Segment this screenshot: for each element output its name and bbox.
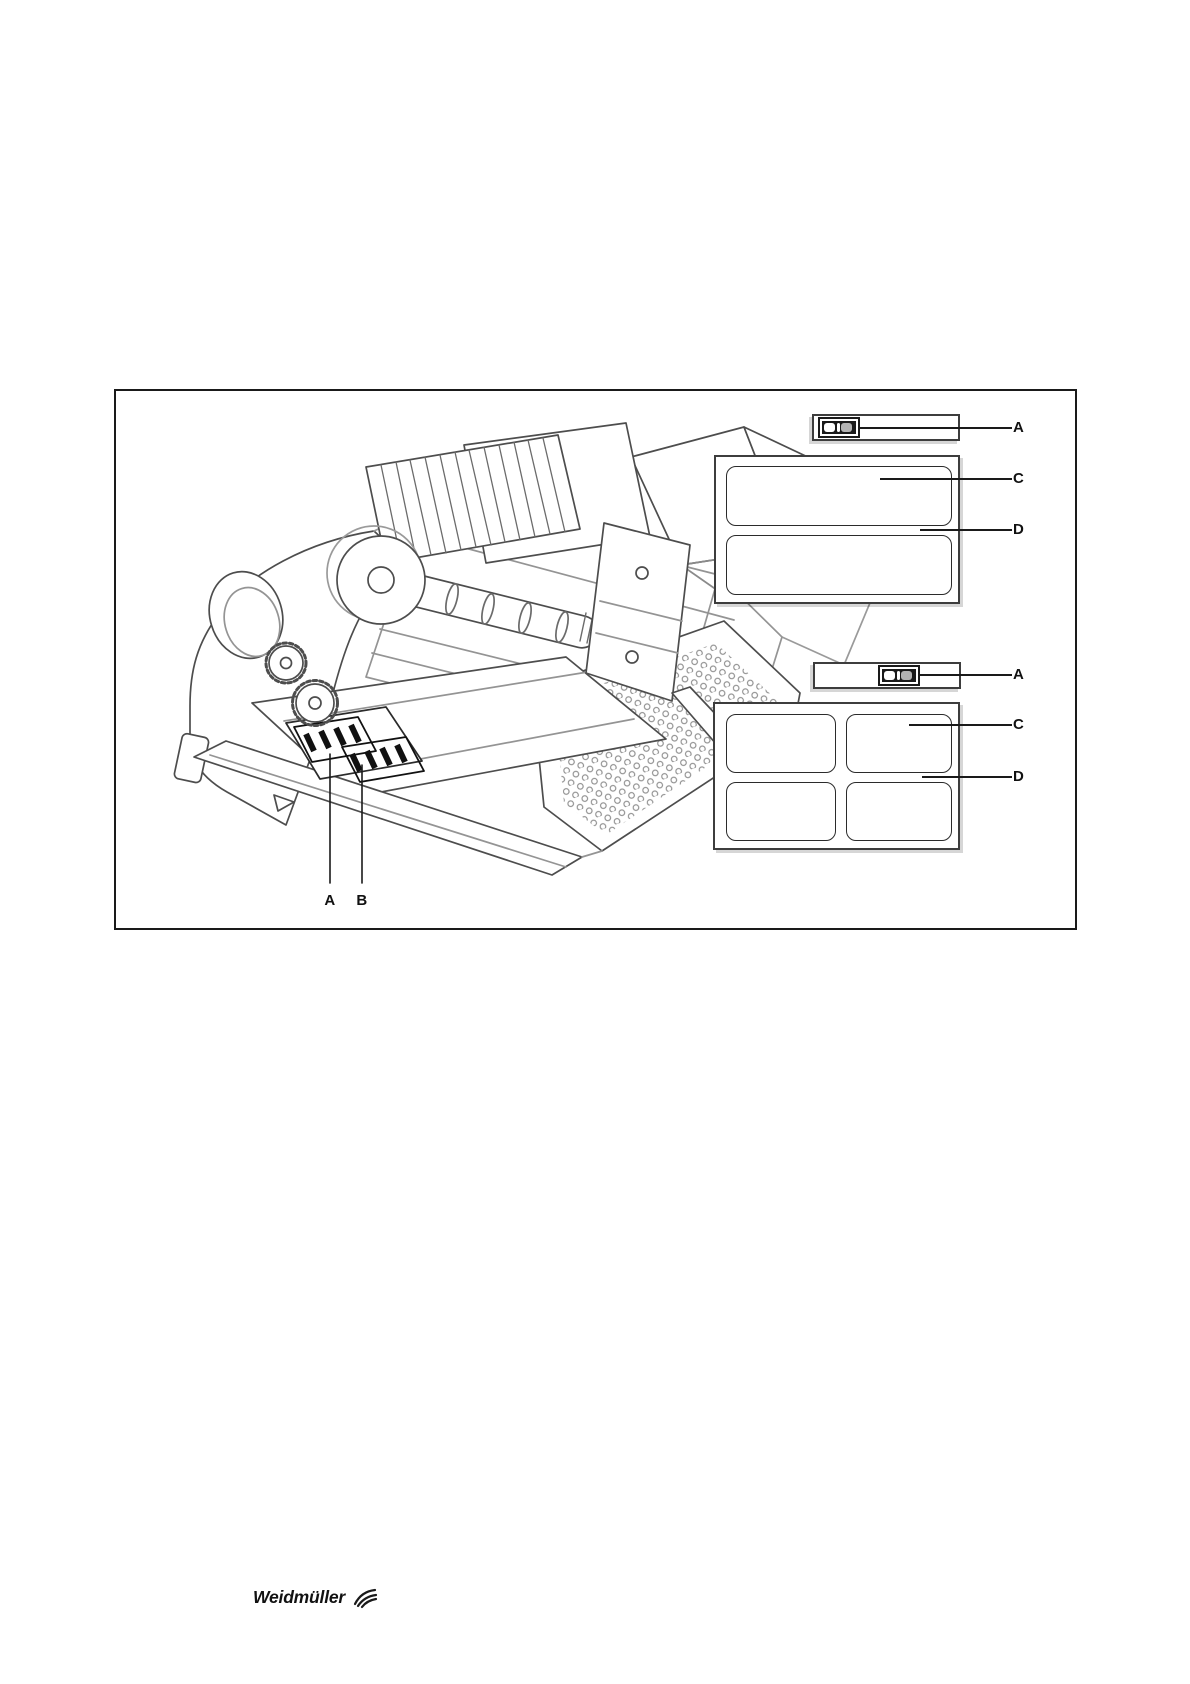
callout-sheet-top-c: C xyxy=(1013,470,1025,487)
label-blank xyxy=(846,782,952,841)
sensor-mark-left-dot xyxy=(824,423,835,432)
sensor-mark-icon xyxy=(818,417,860,438)
printer-left-housing xyxy=(174,501,464,825)
sensor-mark-left-dot xyxy=(884,671,895,680)
callout-strip-top-a: A xyxy=(1013,419,1025,436)
printer-gears xyxy=(266,643,338,726)
printer-callout-leader-lines xyxy=(330,754,362,883)
label-blank xyxy=(726,466,952,526)
printer-front-tray xyxy=(194,657,666,875)
leader-line-strip-top-a xyxy=(858,427,1012,429)
callout-printer-a: A xyxy=(324,892,336,909)
leader-line-sheet-top-c xyxy=(880,478,1012,480)
sensor-mark-right-dot xyxy=(841,423,852,432)
sensor-mark-window xyxy=(882,669,916,682)
brand-logo xyxy=(253,1586,379,1608)
callout-sheet-bottom-c: C xyxy=(1013,716,1025,733)
sensor-mark-gap xyxy=(837,423,840,432)
leader-line-sheet-bottom-c xyxy=(909,724,1012,726)
callout-strip-bottom-a: A xyxy=(1013,666,1025,683)
label-blank xyxy=(726,535,952,595)
sensor-mark-icon xyxy=(878,665,920,686)
leader-line-sheet-bottom-d xyxy=(922,776,1012,778)
figure-frame xyxy=(114,389,1077,930)
weidmueller-wing-logo-icon xyxy=(352,1587,379,1609)
printer-ribbon-roller xyxy=(327,526,641,651)
sensor-mark-gap xyxy=(897,671,900,680)
label-blank xyxy=(726,782,836,841)
brand-logo-text: Weidmüller xyxy=(253,1586,346,1607)
callout-sheet-bottom-d: D xyxy=(1013,768,1025,785)
leader-line-sheet-top-d xyxy=(920,529,1012,531)
printer-print-unit xyxy=(366,423,650,563)
printer-label-strip xyxy=(286,707,424,782)
sensor-mark-right-dot xyxy=(901,671,912,680)
leader-line-strip-bottom-a xyxy=(918,674,1012,676)
label-blank xyxy=(726,714,836,773)
callout-sheet-top-d: D xyxy=(1013,521,1025,538)
label-blank xyxy=(846,714,952,773)
callout-printer-b: B xyxy=(356,892,368,909)
sensor-mark-window xyxy=(822,421,856,434)
